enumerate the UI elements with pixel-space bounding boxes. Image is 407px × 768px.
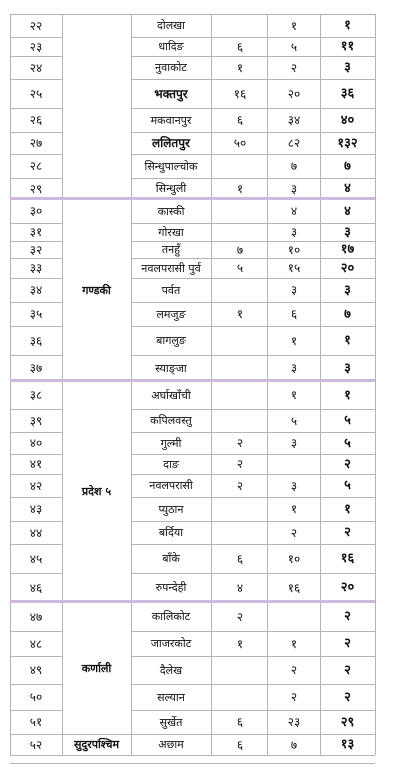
total-count: ११ [340, 39, 355, 54]
count-col-1 [212, 656, 268, 684]
total-count: १३ [340, 737, 355, 752]
count-col-1 [212, 355, 268, 381]
count-col-2: १५ [287, 261, 301, 275]
district-name: धादिङ [158, 40, 184, 53]
count-col-2: ६ [290, 307, 298, 321]
count-col-2: २ [290, 690, 298, 704]
count-col-1: ५ [236, 261, 244, 275]
count-col-1 [212, 14, 268, 37]
district-name: नुवाकोट [155, 61, 187, 74]
count-col-2: ३ [290, 478, 298, 493]
count-col-1 [212, 684, 268, 710]
count-col-2: १६ [287, 580, 301, 595]
serial-number: २२ [29, 18, 43, 33]
total-count: ७ [344, 306, 351, 322]
serial-number: ३६ [29, 333, 43, 348]
total-count: ३ [344, 224, 351, 240]
district-name: नवलपरासी [149, 479, 193, 492]
total-count: २ [344, 525, 351, 540]
count-col-1: ७ [236, 242, 244, 257]
district-name: अछाम [158, 738, 184, 751]
count-col-1: १ [236, 307, 244, 321]
district-name: बागलुङ [156, 334, 186, 347]
total-count: ७ [344, 158, 351, 174]
serial-number: २३ [29, 39, 43, 54]
total-count: १ [344, 18, 351, 33]
serial-number: ३३ [29, 261, 43, 275]
count-col-2: १ [290, 502, 298, 516]
province-name: प्रदेश ५ [81, 485, 112, 498]
count-col-2: १ [290, 18, 298, 33]
total-count: १६ [340, 551, 355, 566]
count-col-2: १० [287, 242, 301, 257]
count-col-2: ७ [290, 159, 298, 173]
table-border-vertical [10, 14, 11, 755]
count-col-1 [212, 409, 268, 432]
serial-number: २८ [29, 159, 43, 173]
row-divider [10, 755, 375, 756]
district-name: स्याङ्जा [155, 361, 187, 375]
district-name: कालिकोट [151, 610, 191, 623]
district-name: गुल्मी [160, 436, 182, 450]
count-col-1: ४ [236, 580, 244, 595]
district-name: प्युठान [158, 502, 184, 516]
total-count: ३ [344, 360, 351, 376]
count-col-2: ५ [290, 413, 298, 428]
serial-number: २६ [29, 113, 43, 127]
district-name: सल्यान [157, 690, 185, 704]
count-col-1: २ [236, 457, 244, 471]
district-name: बर्दिया [158, 526, 184, 539]
count-col-2: २० [287, 86, 301, 101]
total-count: २ [344, 689, 351, 705]
count-col-1: २ [236, 436, 244, 450]
serial-number: ४९ [29, 663, 43, 677]
total-count: ५ [344, 413, 351, 428]
district-name: दोलखा [157, 19, 185, 32]
total-count: ५ [344, 478, 351, 493]
total-count: २ [344, 456, 351, 472]
count-col-2: ५ [290, 39, 298, 54]
total-count: २ [344, 662, 351, 678]
district-name: तनहुँ [161, 243, 181, 256]
district-name: लमजुङ [156, 307, 186, 321]
district-name: नवलपरासी पुर्व [141, 261, 201, 275]
count-col-1: ६ [236, 113, 244, 127]
district-name: जाजरकोट [150, 637, 192, 650]
count-col-1: १ [236, 636, 244, 651]
count-col-2 [268, 454, 320, 474]
count-col-2: २ [290, 60, 298, 75]
serial-number: ३१ [29, 225, 43, 239]
count-col-1 [212, 497, 268, 521]
count-col-1 [212, 199, 268, 223]
district-name: मकवानपुर [150, 113, 192, 127]
count-col-2: १ [290, 333, 298, 348]
count-col-1 [212, 381, 268, 409]
serial-number: ३४ [29, 283, 43, 297]
row-divider [10, 763, 375, 764]
district-name: गोरखा [158, 225, 184, 239]
total-count: २ [344, 636, 351, 651]
serial-number: ३९ [29, 413, 43, 428]
count-col-1 [212, 278, 268, 302]
total-count: २९ [340, 714, 355, 730]
province-name: कर्णाली [81, 661, 112, 675]
count-col-1: ६ [236, 737, 244, 752]
serial-number: ४० [29, 436, 43, 450]
serial-number: ४२ [29, 478, 43, 493]
serial-number: ३८ [29, 388, 43, 402]
total-count: २० [340, 580, 355, 595]
district-name: दैलेख [159, 663, 183, 677]
serial-number: ५२ [29, 737, 43, 752]
district-name: दाङ [163, 457, 179, 471]
total-count: ३ [344, 60, 351, 75]
count-col-2: ३ [290, 361, 298, 375]
serial-number: ४३ [29, 502, 43, 516]
count-col-1: २ [236, 609, 244, 624]
count-col-2: २ [290, 663, 298, 677]
district-name: बाँके [162, 552, 180, 565]
district-name: सिन्धुपाल्चोक [144, 159, 198, 173]
district-name: पर्वत [161, 283, 181, 297]
count-col-1 [212, 326, 268, 355]
count-col-2: ३ [290, 436, 298, 450]
count-col-1: १ [236, 181, 244, 196]
serial-number: २४ [29, 60, 43, 75]
count-col-2: २ [290, 525, 298, 540]
total-count: २० [340, 260, 355, 276]
serial-number: २९ [29, 181, 43, 196]
district-name: रुपन्देही [155, 581, 187, 594]
serial-number: ३५ [29, 307, 43, 321]
total-count: ३ [344, 282, 351, 298]
serial-number: २७ [29, 136, 43, 150]
count-col-2: ३ [290, 283, 298, 297]
serial-number: २५ [29, 86, 43, 101]
count-col-1 [212, 223, 268, 241]
count-col-2: ३४ [287, 113, 301, 127]
serial-number: ३७ [29, 361, 43, 375]
serial-number: ४८ [29, 636, 43, 651]
count-col-2: ७ [290, 737, 298, 752]
district-name: ललितपुर [152, 136, 190, 150]
count-col-2: ४ [290, 204, 298, 218]
count-col-2: १० [287, 551, 301, 566]
total-count: ४० [340, 112, 355, 128]
serial-number: ४४ [29, 525, 43, 540]
district-name: अर्घाखाँची [151, 388, 191, 402]
total-count: १३२ [337, 135, 358, 151]
serial-number: ५० [29, 690, 43, 704]
count-col-2: १ [290, 388, 298, 402]
total-count: २ [344, 609, 351, 624]
table-border-vertical [375, 14, 376, 755]
total-count: १७ [340, 242, 355, 257]
count-col-2: १ [290, 636, 298, 651]
total-count: ४ [344, 181, 351, 196]
total-count: ५ [344, 435, 351, 451]
count-col-1 [212, 154, 268, 178]
count-col-2 [268, 602, 320, 631]
count-col-1: ६ [236, 551, 244, 566]
total-count: १ [344, 387, 351, 403]
district-name: सुर्खेत [159, 715, 183, 729]
total-count: १ [344, 501, 351, 517]
total-count: ३६ [340, 86, 355, 101]
district-name: कास्की [157, 204, 185, 218]
serial-number: ५१ [29, 715, 43, 729]
count-col-2: ३ [290, 181, 298, 196]
count-col-1: १ [236, 60, 244, 75]
count-col-1: १६ [233, 86, 247, 101]
count-col-1: ६ [236, 715, 244, 729]
count-col-1: ५० [233, 136, 247, 150]
province-name: सुदुरपश्चिम [73, 738, 120, 751]
count-col-1 [212, 521, 268, 544]
province-name: गण्डकी [82, 283, 111, 297]
district-name: भक्तपुर [154, 86, 188, 101]
count-col-2: ३ [290, 225, 298, 239]
count-col-1: ६ [236, 39, 244, 54]
total-count: ४ [344, 203, 351, 219]
total-count: १ [344, 333, 351, 348]
serial-number: ३२ [29, 242, 43, 257]
serial-number: ४७ [29, 609, 43, 624]
count-col-1: २ [236, 478, 244, 493]
district-name: सिन्धुली [155, 182, 187, 195]
serial-number: ४६ [29, 580, 43, 595]
district-name: कपिलवस्तु [150, 414, 192, 427]
serial-number: ४१ [29, 457, 43, 471]
count-col-2: ८२ [287, 136, 301, 150]
count-col-2: २३ [287, 715, 301, 729]
serial-number: ४५ [29, 551, 43, 566]
serial-number: ३० [29, 204, 43, 218]
